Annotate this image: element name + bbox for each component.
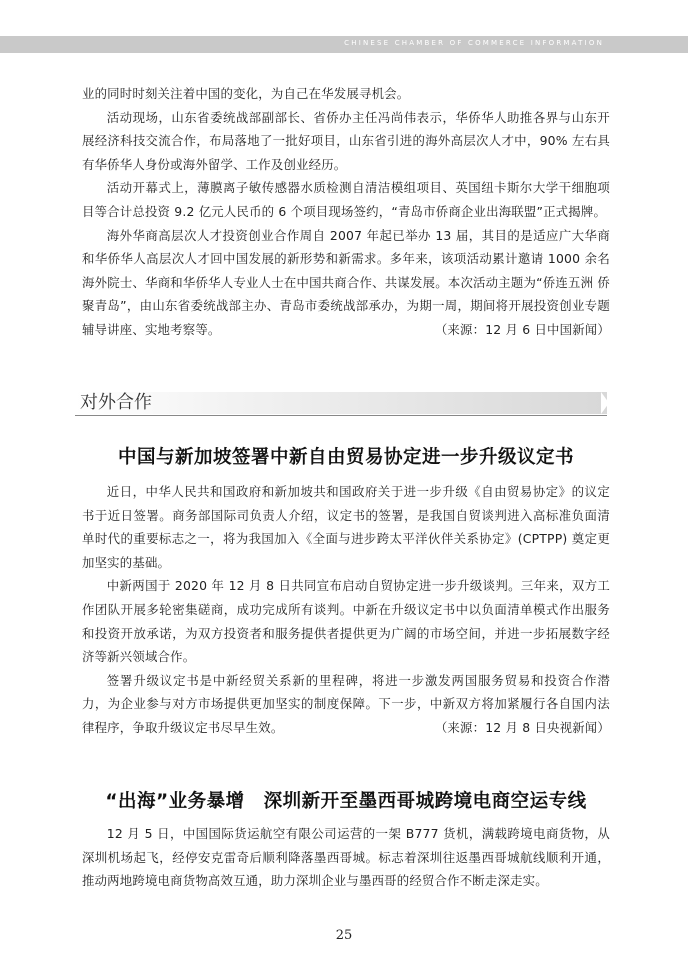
article-1-paragraph-3 [82,669,610,740]
article-1-paragraph-3-text: 签署升级议定书是中新经贸关系新的里程碑，将进一步激发两国服务贸易和投资合作潜力，为企业参与对方市场提供更加坚实的制度保障。下一步，中新双方将加紧履行各自国内法律程序，争取升级议定书尽早生效。 [82,672,610,735]
article-1-source: （来源：12 月 8 日央视新闻） [434,719,610,735]
section-title: 对外合作 [80,392,152,413]
intro-paragraph-1: 业的同时时刻关注着中国的变化，为自己在华发展寻机会。 [82,86,410,101]
section-divider [75,415,607,416]
article-2-title: “出海”业务暴增 深圳新开至墨西哥城跨境电商空运专线 [105,791,587,812]
article-2-body [82,822,610,893]
intro-source: （来源：12 月 6 日中国新闻） [434,321,610,337]
section-bar [75,392,607,414]
intro-paragraph-4 [82,224,610,342]
intro-paragraph-4-text: 海外华商高层次人才投资创业合作周自 2007 年起已举办 13 届，其目的是适应广大华商和华侨华人高层次人才回中国发展的新形势和新需求。多年来，该项活动累计邀请 1000 余名海外院士、华商和华侨华人专业人士在中国共商合作、共谋发展。本次活动主题为“侨连五洲 侨聚青岛”，由山东省委统战部主办、青岛市委统战部承办，为期一周，期间将开展投资创业专题辅导讲座、实地考察等。 [82,227,610,337]
page-number: 25 [335,928,353,943]
article-1-title: 中国与新加坡签署中新自由贸易协定进一步升级议定书 [117,447,574,468]
article-1-body [82,480,610,740]
article-1-paragraph-1: 近日，中华人民共和国政府和新加坡共和国政府关于进一步升级《自由贸易协定》的议定书于近日签署。商务部国际司负责人介绍，议定书的签署，是我国自贸谈判进入高标准负面清单时代的重要标志之一，将为我国加入《全面与进步跨太平洋伙伴关系协定》(CPTPP) 奠定更加坚实的基础。 [82,484,610,570]
article-1-paragraph-2: 中新两国于 2020 年 12 月 8 日共同宣布启动自贸协定进一步升级谈判。三年来，双方工作团队开展多轮密集磋商，成功完成所有谈判。中新在升级议定书中以负面清单模式作出服务和投资开放承诺，为双方投资者和服务提供者提供更为广阔的市场空间，并进一步拓展数字经济等新兴领域合作。 [82,578,610,665]
intro-paragraph-2: 活动现场，山东省委统战部副部长、省侨办主任冯尚伟表示，华侨华人助推各界与山东开展经济科技交流合作，布局落地了一批好项目，山东省引进的海外高层次人才中，90% 左右具有华侨华人身份或海外留学、工作及创业经历。 [82,109,610,172]
header-banner-text: CHINESE CHAMBER OF COMMERCE INFORMATION [344,39,604,47]
intro-paragraph-3: 活动开幕式上，薄膜离子敏传感器水质检测自清洁模组项目、英国纽卡斯尔大学干细胞项目等合计总投资 9.2 亿元人民币的 6 个项目现场签约，“青岛市侨商企业出海联盟”正式揭牌。 [82,180,610,219]
intro-block [82,82,610,342]
article-2-paragraph-1: 12 月 5 日，中国国际货运航空有限公司运营的一架 B777 货机，满载跨境电商货物，从深圳机场起飞，经停安克雷奇后顺利降落墨西哥城。标志着深圳往返墨西哥城航线顺利开通，推动两地跨境电商货物高效互通，助力深圳企业与墨西哥的经贸合作不断走深走实。 [82,826,610,889]
